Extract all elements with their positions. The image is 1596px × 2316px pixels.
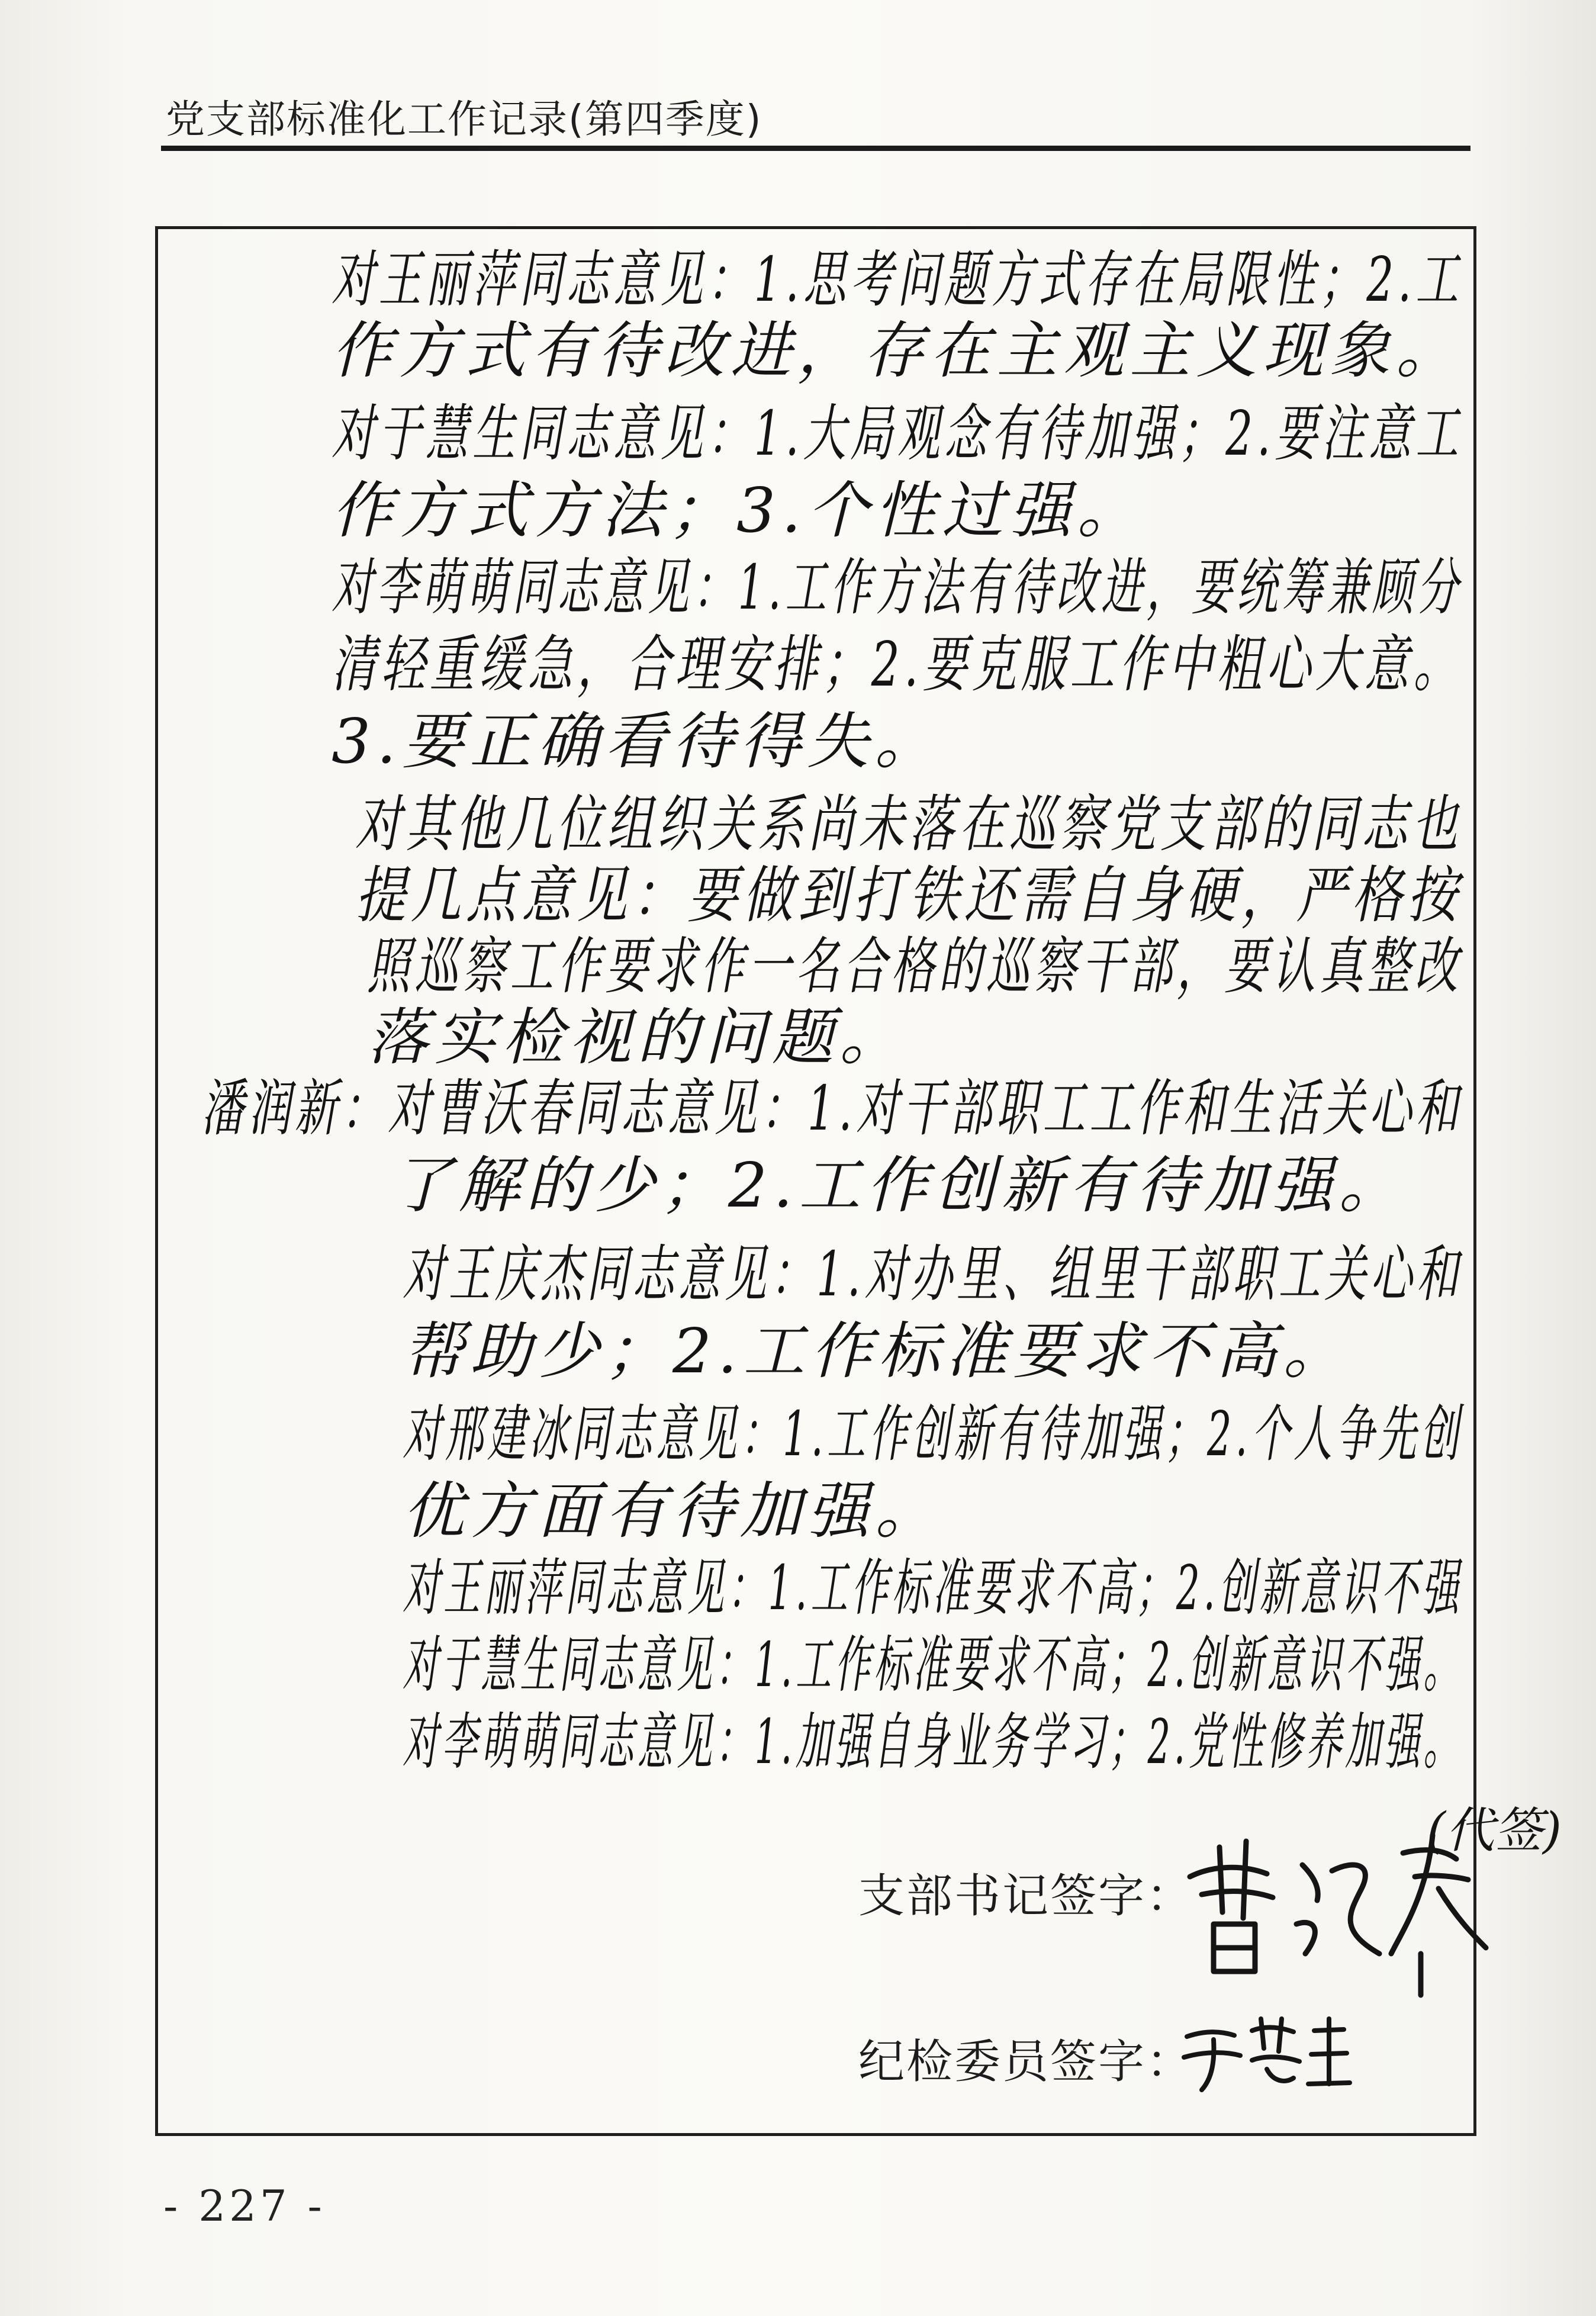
handwritten-line: 对王丽萍同志意见：1.思考问题方式存在局限性；2.工 [332,243,1463,316]
header-rule [161,146,1470,151]
handwritten-line: 提几点意见：要做到打铁还需自身硬，严格按 [355,859,1463,931]
page-number: - 227 - [163,2181,326,2231]
secretary-signature-note: (代签) [1427,1803,1562,1859]
secretary-signature-label: 支部书记签字： [858,1870,1195,1923]
handwritten-line: 作方式有待改进，存在主观主义现象。 [332,314,1463,387]
handwritten-line: 3.要正确看待得失。 [332,705,942,777]
handwritten-line: 照巡察工作要求作一名合格的巡察干部，要认真整改 [367,930,1463,1002]
handwritten-line: 潘润新：对曹沃春同志意见：1.对干部职工工作和生活关心和 [201,1072,1463,1144]
handwritten-line: 对邢建冰同志意见：1.工作创新有待加强；2.个人争先创 [403,1398,1463,1470]
secretary-signature [1178,1776,1562,2001]
inspector-signature-label: 纪检委员签字： [858,2035,1195,2089]
handwritten-line: 对李萌萌同志意见：1.加强自身业务学习；2.党性修养加强。 [403,1706,1463,1778]
handwritten-line: 了解的少；2.工作创新有待加强。 [391,1149,1407,1221]
handwritten-line: 对李萌萌同志意见：1.工作方法有待改进，要统筹兼顾分 [332,551,1463,623]
handwritten-line: 作方式方法；3.个性过强。 [332,474,1145,546]
handwritten-line: 对王庆杰同志意见：1.对办里、组里干部职工关心和 [403,1238,1463,1310]
handwritten-line: 优方面有待加强。 [403,1475,943,1547]
handwritten-line: 落实检视的问题。 [367,1001,908,1073]
handwritten-line: 帮助少；2.工作标准要求不高。 [403,1315,1351,1387]
handwritten-line: 对于慧生同志意见：1.工作标准要求不高；2.创新意识不强。 [403,1629,1463,1701]
handwritten-line: 对于慧生同志意见：1.大局观念有待加强；2.要注意工 [332,397,1463,469]
handwritten-line: 对其他几位组织关系尚未落在巡察党支部的同志也 [355,788,1462,860]
inspector-signature [1178,1995,1356,2102]
handwritten-line: 对王丽萍同志意见：1.工作标准要求不高；2.创新意识不强 [403,1552,1463,1624]
handwritten-line: 清轻重缓急，合理安排；2.要克服工作中粗心大意。 [332,628,1463,700]
page-header-title: 党支部标准化工作记录(第四季度) [166,96,762,142]
